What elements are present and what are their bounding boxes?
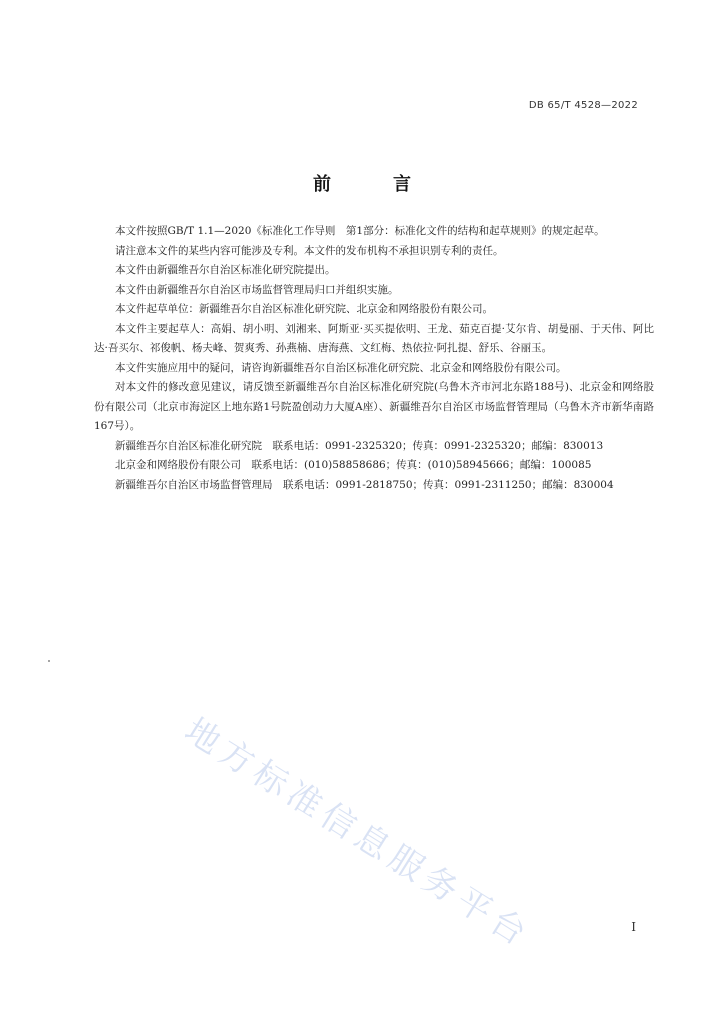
paragraph-inquiries: 本文件实施应用中的疑问，请咨询新疆维吾尔自治区标准化研究院、北京金和网络股份有限公司。 [115, 361, 567, 374]
watermark: 地方标准信息服务平台 [177, 710, 538, 957]
paragraph-drafting-rules: 本文件按照GB/T 1.1—2020《标准化工作导则 第1部分：标准化文件的结构和起草规则》的规定起草。 [115, 225, 605, 237]
paragraph-feedback: 对本文件的修改意见建议，请反馈至新疆维吾尔自治区标准化研究院(乌鲁木齐市河北东路188号)、北京金和网络股份有限公司（北京市海淀区上地东路1号院盈创动力大厦A座）、新疆维吾尔自治区市场监督管理局（乌鲁木齐市新华南路167号）。 [94, 381, 654, 432]
foreword-body [94, 222, 654, 495]
page-number: I [631, 920, 636, 934]
standard-code: DB 65/T 4528—2022 [528, 100, 638, 111]
paragraph-patent-notice: 请注意本文件的某些内容可能涉及专利。本文件的发布机构不承担识别专利的责任。 [115, 244, 504, 257]
scan-speck [48, 660, 50, 662]
paragraph-administrator: 本文件由新疆维吾尔自治区市场监督管理局归口并组织实施。 [115, 283, 399, 296]
paragraph-drafting-units: 本文件起草单位：新疆维吾尔自治区标准化研究院、北京金和网络股份有限公司。 [115, 303, 493, 315]
paragraph-drafters: 本文件主要起草人：高娟、胡小明、刘湘来、阿斯亚·买买提依明、王龙、茹克百提·艾尔肯、胡曼丽、于天伟、阿比达·吾买尔、祁俊帆、杨夫峰、贺爽秀、孙燕楠、唐海燕、文红梅、热依拉·阿扎提、舒乐、谷丽玉。 [94, 322, 654, 354]
contact-line-jinhe: 北京金和网络股份有限公司 联系电话：(010)58858686；传真：(010)58945666；邮编：100085 [115, 459, 592, 471]
contact-line-market-bureau: 新疆维吾尔自治区市场监督管理局 联系电话：0991-2818750；传真：0991-2311250；邮编：830004 [115, 478, 614, 491]
page-title: 前 言 [313, 174, 433, 195]
contact-line-institute: 新疆维吾尔自治区标准化研究院 联系电话：0991-2325320；传真：0991-2325320；邮编：830013 [115, 439, 604, 452]
paragraph-proposer: 本文件由新疆维吾尔自治区标准化研究院提出。 [115, 264, 336, 276]
